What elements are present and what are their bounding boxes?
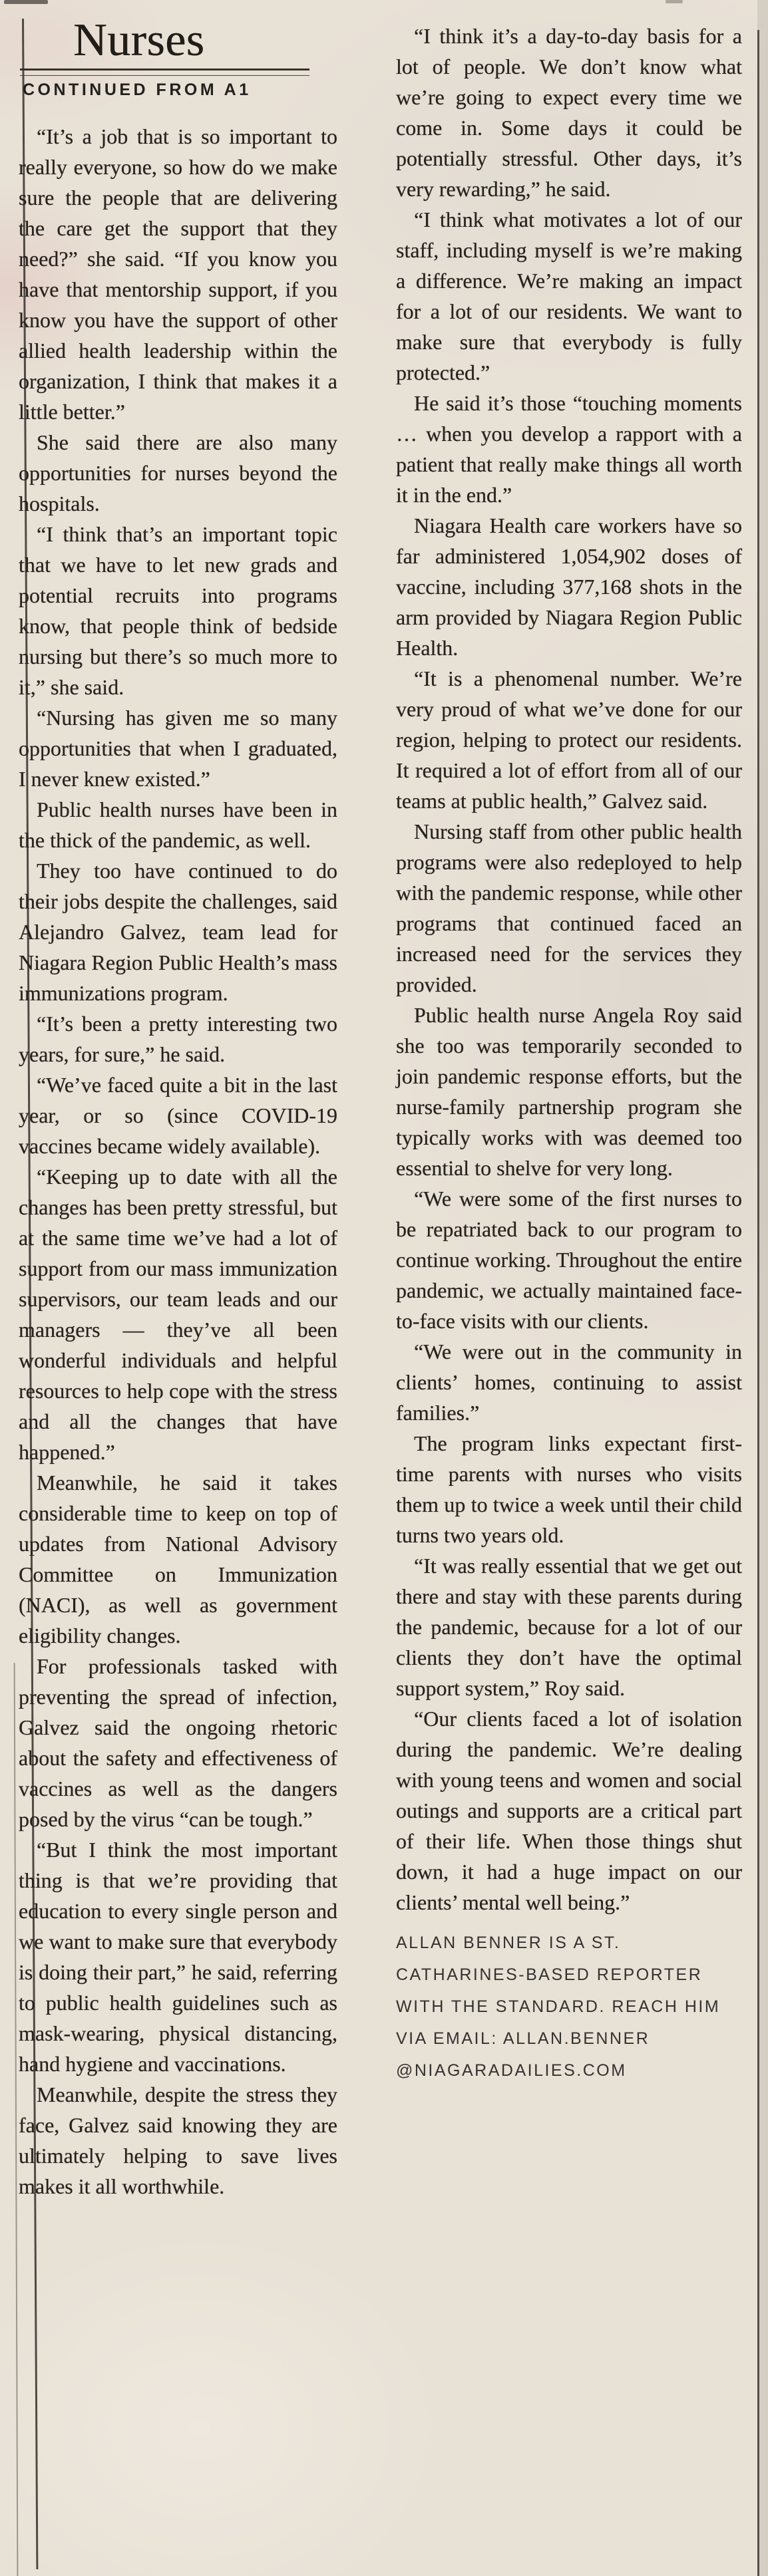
paragraph: “Our clients faced a lot of isolation during the pandemic. We’re dealing with young teens and women and social outings and supports are a critical part of their life. When those things shut down, it had a huge impact on our clients’ mental well being.” [396,1707,742,1914]
paragraph: The program links expectant first-time parents with nurses who visits them up to twice a week until their child turns two years old. [396,1431,742,1547]
paragraph: “I think what motivates a lot of our staff, including myself is we’re making a difference. We’re making an impact for a lot of our residents. We want to make sure that everybody is fully protected.” [396,208,742,384]
paragraph: She said there are also many opportunities for nurses beyond the hospitals. [19,430,337,515]
paragraph: “It is a phenomenal number. We’re very proud of what we’ve done for our region, helping to protect our residents. It required a lot of effort from all of our teams at public health,” Galvez said. [396,666,742,813]
paragraph: “I think it’s a day-to-day basis for a lot of people. We don’t know what we’re going to expect every time we come in. Some days it could be potentially stressful. Other days, it’s very rewarding,” he said. [396,24,742,201]
paragraph: Public health nurse Angela Roy said she too was temporarily seconded to join pandemic response efforts, but the nurse-family partnership program she typically works with was deemed too essential to shelve for very long. [396,1003,742,1180]
paragraph: “But I think the most important thing is that we’re providing that education to every single person and we want to make sure that everybody is doing their part,” he said, referring to public health guidelines such as mask-wearing, physical distancing, hand hygiene and vaccinations. [19,1838,337,2076]
paragraph: Meanwhile, despite the stress they face, Galvez said knowing they are ultimately helping to save lives makes it all worthwhile. [19,2082,337,2198]
scan-artifact [666,0,683,3]
paragraph: “We were some of the first nurses to be repatriated back to our program to continue working. Throughout the entire pandemic, we actually maintained face-to-face visits with our clients. [396,1187,742,1333]
right-column-text [396,21,742,1918]
paragraph: “It’s been a pretty interesting two years, for sure,” he said. [19,1012,337,1066]
headline-divider-rule [20,69,309,76]
paragraph: Niagara Health care workers have so far administered 1,054,902 doses of vaccine, including 377,168 shots in the arm provided by Niagara Region Public Health. [396,513,742,660]
paragraph: He said it’s those “touching moments … when you develop a rapport with a patient that really make things all worth it in the end.” [396,391,742,507]
paragraph: “I think that’s an important topic that we have to let new grads and potential recruits into programs know, that people think of bedside nursing but there’s so much more to it,” she said. [19,522,337,699]
article-headline: Nurses [73,15,205,66]
article-column-right [396,21,742,2086]
paragraph: “We’ve faced quite a bit in the last year, or so (since COVID-19 vaccines became widely available). [19,1073,337,1158]
scan-artifact [4,0,48,4]
paragraph: Nursing staff from other public health programs were also redeployed to help with the pandemic response, while other programs that continued faced an increased need for the services they provided. [396,819,742,996]
paragraph: “Nursing has given me so many opportunities that when I graduated, I never knew existed.” [19,706,337,791]
paragraph: For professionals tasked with preventing the spread of infection, Galvez said the ongoing rhetoric about the safety and effectiveness of vaccines as well as the dangers posed by the virus “can be tough.” [19,1654,337,1831]
left-column-rule-secondary [14,1663,18,2576]
paragraph: “Keeping up to date with all the changes has been pretty stressful, but at the same time we’ve had a lot of support from our mass immunization supervisors, our team leads and our managers — they’ve all been wonderful individuals and helpful resources to help cope with the stress and all the changes that have happened.” [19,1165,337,1464]
paragraph: They too have continued to do their jobs despite the challenges, said Alejandro Galvez, team lead for Niagara Region Public Health’s mass immunizations program. [19,859,337,1005]
paragraph: “We were out in the community in clients’ homes, continuing to assist families.” [396,1340,742,1425]
paragraph: Meanwhile, he said it takes considerable time to keep on top of updates from National Advisory Committee on Immunization (NACI), as well as government eligibility changes. [19,1471,337,1647]
paragraph: Public health nurses have been in the thick of the pandemic, as well. [19,797,337,852]
paragraph: “It was really essential that we get out there and stay with these parents during the pandemic, because for a lot of our clients they don’t have the optimal support system,” Roy said. [396,1554,742,1700]
paragraph: “It’s a job that is so important to really everyone, so how do we make sure the people that are delivering the care get the support that they need?” she said. “If you know you have that mentorship support, if you know you have the support of other allied health leadership within the organization, I think that makes it a little better.” [19,124,337,424]
right-edge-rule [757,30,759,2576]
article-column-left [19,121,337,2202]
continued-from-kicker: CONTINUED FROM A1 [23,80,252,99]
byline: ALLAN BENNER IS A ST. CATHARINES-BASED REPORTER WITH THE STANDARD. REACH HIM VIA EMAIL: ALLAN.BENNER @NIAGARADAILIES.COM [396,1933,721,2080]
